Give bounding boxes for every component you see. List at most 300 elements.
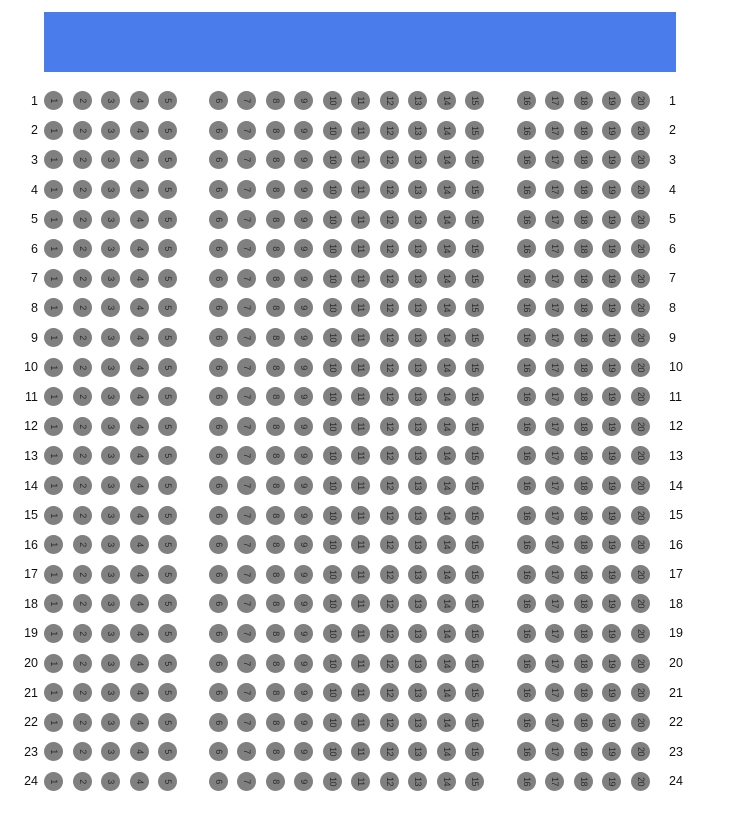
seat[interactable] (237, 150, 256, 169)
seat[interactable] (158, 358, 177, 377)
seat[interactable] (130, 565, 149, 584)
seat[interactable] (437, 298, 456, 317)
seat[interactable] (158, 683, 177, 702)
seat[interactable] (73, 654, 92, 673)
seat[interactable] (380, 654, 399, 673)
seat[interactable] (101, 180, 120, 199)
seat[interactable] (574, 328, 593, 347)
seat[interactable] (237, 239, 256, 258)
seat[interactable] (380, 446, 399, 465)
seat[interactable] (44, 150, 63, 169)
seat[interactable] (209, 239, 228, 258)
seat[interactable] (631, 417, 650, 436)
seat[interactable] (545, 654, 564, 673)
seat[interactable] (351, 446, 370, 465)
seat[interactable] (574, 772, 593, 791)
seat[interactable] (408, 269, 427, 288)
seat[interactable] (545, 358, 564, 377)
seat[interactable] (44, 476, 63, 495)
seat[interactable] (465, 594, 484, 613)
seat[interactable] (517, 772, 536, 791)
seat[interactable] (73, 565, 92, 584)
seat[interactable] (631, 772, 650, 791)
seat[interactable] (266, 417, 285, 436)
seat[interactable] (408, 150, 427, 169)
seat[interactable] (130, 417, 149, 436)
seat[interactable] (158, 713, 177, 732)
seat[interactable] (631, 683, 650, 702)
seat[interactable] (465, 417, 484, 436)
seat[interactable] (545, 713, 564, 732)
seat[interactable] (101, 446, 120, 465)
seat[interactable] (266, 565, 285, 584)
seat[interactable] (351, 180, 370, 199)
seat[interactable] (408, 594, 427, 613)
seat[interactable] (101, 535, 120, 554)
seat[interactable] (545, 387, 564, 406)
seat[interactable] (574, 565, 593, 584)
seat[interactable] (380, 239, 399, 258)
seat[interactable] (437, 121, 456, 140)
seat[interactable] (209, 594, 228, 613)
seat[interactable] (380, 210, 399, 229)
seat[interactable] (209, 713, 228, 732)
seat[interactable] (101, 713, 120, 732)
seat[interactable] (631, 180, 650, 199)
seat[interactable] (437, 535, 456, 554)
seat[interactable] (323, 121, 342, 140)
seat[interactable] (602, 446, 621, 465)
seat[interactable] (73, 328, 92, 347)
seat[interactable] (73, 387, 92, 406)
seat[interactable] (545, 683, 564, 702)
seat[interactable] (130, 506, 149, 525)
seat[interactable] (73, 446, 92, 465)
seat[interactable] (237, 624, 256, 643)
seat[interactable] (437, 476, 456, 495)
seat[interactable] (101, 210, 120, 229)
seat[interactable] (209, 180, 228, 199)
seat[interactable] (294, 387, 313, 406)
seat[interactable] (351, 91, 370, 110)
seat[interactable] (545, 624, 564, 643)
seat[interactable] (602, 298, 621, 317)
seat[interactable] (574, 239, 593, 258)
seat[interactable] (545, 150, 564, 169)
seat[interactable] (130, 742, 149, 761)
seat[interactable] (380, 358, 399, 377)
seat[interactable] (631, 210, 650, 229)
seat[interactable] (380, 328, 399, 347)
seat[interactable] (130, 594, 149, 613)
seat[interactable] (408, 446, 427, 465)
seat[interactable] (101, 506, 120, 525)
seat[interactable] (408, 713, 427, 732)
seat[interactable] (602, 624, 621, 643)
seat[interactable] (380, 180, 399, 199)
seat[interactable] (574, 298, 593, 317)
seat[interactable] (73, 476, 92, 495)
seat[interactable] (266, 772, 285, 791)
seat[interactable] (574, 121, 593, 140)
seat[interactable] (237, 417, 256, 436)
seat[interactable] (408, 742, 427, 761)
seat[interactable] (237, 535, 256, 554)
seat[interactable] (437, 683, 456, 702)
seat[interactable] (158, 535, 177, 554)
seat[interactable] (323, 772, 342, 791)
seat[interactable] (517, 269, 536, 288)
seat[interactable] (101, 624, 120, 643)
seat[interactable] (158, 150, 177, 169)
seat[interactable] (209, 328, 228, 347)
seat[interactable] (294, 772, 313, 791)
seat[interactable] (631, 150, 650, 169)
seat[interactable] (44, 417, 63, 436)
seat[interactable] (602, 742, 621, 761)
seat[interactable] (294, 417, 313, 436)
seat[interactable] (408, 417, 427, 436)
seat[interactable] (545, 535, 564, 554)
seat[interactable] (294, 358, 313, 377)
seat[interactable] (158, 772, 177, 791)
seat[interactable] (294, 121, 313, 140)
seat[interactable] (73, 713, 92, 732)
seat[interactable] (602, 180, 621, 199)
seat[interactable] (44, 269, 63, 288)
seat[interactable] (408, 476, 427, 495)
seat[interactable] (545, 180, 564, 199)
seat[interactable] (602, 91, 621, 110)
seat[interactable] (73, 535, 92, 554)
seat[interactable] (574, 742, 593, 761)
seat[interactable] (465, 476, 484, 495)
seat[interactable] (237, 298, 256, 317)
seat[interactable] (408, 772, 427, 791)
seat[interactable] (323, 387, 342, 406)
seat[interactable] (631, 269, 650, 288)
seat[interactable] (408, 683, 427, 702)
seat[interactable] (294, 180, 313, 199)
seat[interactable] (323, 180, 342, 199)
seat[interactable] (631, 239, 650, 258)
seat[interactable] (517, 210, 536, 229)
seat[interactable] (209, 683, 228, 702)
seat[interactable] (73, 417, 92, 436)
seat[interactable] (158, 565, 177, 584)
seat[interactable] (130, 210, 149, 229)
seat[interactable] (351, 683, 370, 702)
seat[interactable] (209, 476, 228, 495)
seat[interactable] (631, 535, 650, 554)
seat[interactable] (380, 594, 399, 613)
seat[interactable] (44, 624, 63, 643)
seat[interactable] (130, 387, 149, 406)
seat[interactable] (351, 417, 370, 436)
seat[interactable] (323, 594, 342, 613)
seat[interactable] (209, 210, 228, 229)
seat[interactable] (574, 210, 593, 229)
seat[interactable] (574, 358, 593, 377)
seat[interactable] (158, 269, 177, 288)
seat[interactable] (602, 239, 621, 258)
seat[interactable] (266, 476, 285, 495)
seat[interactable] (465, 772, 484, 791)
seat[interactable] (545, 269, 564, 288)
seat[interactable] (237, 387, 256, 406)
seat[interactable] (351, 269, 370, 288)
seat[interactable] (545, 446, 564, 465)
seat[interactable] (323, 417, 342, 436)
seat[interactable] (631, 298, 650, 317)
seat[interactable] (465, 506, 484, 525)
seat[interactable] (44, 239, 63, 258)
seat[interactable] (408, 239, 427, 258)
seat[interactable] (209, 358, 228, 377)
seat[interactable] (408, 535, 427, 554)
seat[interactable] (266, 121, 285, 140)
seat[interactable] (101, 239, 120, 258)
seat[interactable] (380, 506, 399, 525)
seat[interactable] (158, 91, 177, 110)
seat[interactable] (294, 506, 313, 525)
seat[interactable] (323, 535, 342, 554)
seat[interactable] (517, 506, 536, 525)
seat[interactable] (517, 387, 536, 406)
seat[interactable] (101, 328, 120, 347)
seat[interactable] (351, 535, 370, 554)
seat[interactable] (545, 476, 564, 495)
seat[interactable] (158, 506, 177, 525)
seat[interactable] (517, 446, 536, 465)
seat[interactable] (44, 446, 63, 465)
seat[interactable] (351, 121, 370, 140)
seat[interactable] (517, 565, 536, 584)
seat[interactable] (73, 506, 92, 525)
seat[interactable] (158, 121, 177, 140)
seat[interactable] (574, 180, 593, 199)
seat[interactable] (237, 772, 256, 791)
seat[interactable] (631, 713, 650, 732)
seat[interactable] (351, 624, 370, 643)
seat[interactable] (294, 594, 313, 613)
seat[interactable] (380, 476, 399, 495)
seat[interactable] (158, 180, 177, 199)
seat[interactable] (130, 654, 149, 673)
seat[interactable] (323, 269, 342, 288)
seat[interactable] (158, 417, 177, 436)
seat[interactable] (266, 180, 285, 199)
seat[interactable] (465, 269, 484, 288)
seat[interactable] (517, 358, 536, 377)
seat[interactable] (266, 624, 285, 643)
seat[interactable] (101, 742, 120, 761)
seat[interactable] (517, 594, 536, 613)
seat[interactable] (323, 624, 342, 643)
seat[interactable] (574, 387, 593, 406)
seat[interactable] (517, 476, 536, 495)
seat[interactable] (545, 594, 564, 613)
seat[interactable] (408, 565, 427, 584)
seat[interactable] (602, 210, 621, 229)
seat[interactable] (209, 150, 228, 169)
seat[interactable] (237, 269, 256, 288)
seat[interactable] (574, 713, 593, 732)
seat[interactable] (465, 150, 484, 169)
seat[interactable] (323, 210, 342, 229)
seat[interactable] (294, 328, 313, 347)
seat[interactable] (574, 624, 593, 643)
seat[interactable] (517, 91, 536, 110)
seat[interactable] (408, 654, 427, 673)
seat[interactable] (101, 417, 120, 436)
seat[interactable] (44, 210, 63, 229)
seat[interactable] (44, 683, 63, 702)
seat[interactable] (602, 417, 621, 436)
seat[interactable] (465, 210, 484, 229)
seat[interactable] (294, 535, 313, 554)
seat[interactable] (437, 624, 456, 643)
seat[interactable] (101, 387, 120, 406)
seat[interactable] (631, 91, 650, 110)
seat[interactable] (266, 506, 285, 525)
seat[interactable] (101, 683, 120, 702)
seat[interactable] (73, 150, 92, 169)
seat[interactable] (517, 150, 536, 169)
seat[interactable] (631, 742, 650, 761)
seat[interactable] (294, 742, 313, 761)
seat[interactable] (101, 298, 120, 317)
seat[interactable] (294, 624, 313, 643)
seat[interactable] (73, 91, 92, 110)
seat[interactable] (101, 91, 120, 110)
seat[interactable] (437, 713, 456, 732)
seat[interactable] (323, 742, 342, 761)
seat[interactable] (380, 713, 399, 732)
seat[interactable] (517, 417, 536, 436)
seat[interactable] (130, 328, 149, 347)
seat[interactable] (209, 269, 228, 288)
seat[interactable] (380, 150, 399, 169)
seat[interactable] (602, 535, 621, 554)
seat[interactable] (237, 654, 256, 673)
seat[interactable] (158, 654, 177, 673)
seat[interactable] (44, 713, 63, 732)
seat[interactable] (73, 269, 92, 288)
seat[interactable] (602, 506, 621, 525)
seat[interactable] (574, 683, 593, 702)
seat[interactable] (380, 683, 399, 702)
seat[interactable] (294, 150, 313, 169)
seat[interactable] (294, 239, 313, 258)
seat[interactable] (631, 328, 650, 347)
seat[interactable] (437, 446, 456, 465)
seat[interactable] (351, 506, 370, 525)
seat[interactable] (294, 91, 313, 110)
seat[interactable] (602, 269, 621, 288)
seat[interactable] (44, 387, 63, 406)
seat[interactable] (574, 446, 593, 465)
seat[interactable] (545, 298, 564, 317)
seat[interactable] (437, 387, 456, 406)
seat[interactable] (351, 210, 370, 229)
seat[interactable] (158, 742, 177, 761)
seat[interactable] (323, 683, 342, 702)
seat[interactable] (266, 91, 285, 110)
seat[interactable] (323, 565, 342, 584)
seat[interactable] (101, 476, 120, 495)
seat[interactable] (380, 91, 399, 110)
seat[interactable] (44, 91, 63, 110)
seat[interactable] (44, 358, 63, 377)
seat[interactable] (437, 772, 456, 791)
seat[interactable] (294, 713, 313, 732)
seat[interactable] (465, 446, 484, 465)
seat[interactable] (266, 535, 285, 554)
seat[interactable] (351, 298, 370, 317)
seat[interactable] (294, 446, 313, 465)
seat[interactable] (408, 121, 427, 140)
seat[interactable] (545, 210, 564, 229)
seat[interactable] (631, 121, 650, 140)
seat[interactable] (237, 91, 256, 110)
seat[interactable] (408, 298, 427, 317)
seat[interactable] (351, 328, 370, 347)
seat[interactable] (408, 624, 427, 643)
seat[interactable] (602, 150, 621, 169)
seat[interactable] (574, 654, 593, 673)
seat[interactable] (351, 387, 370, 406)
seat[interactable] (437, 565, 456, 584)
seat[interactable] (209, 772, 228, 791)
seat[interactable] (130, 358, 149, 377)
seat[interactable] (465, 239, 484, 258)
seat[interactable] (73, 180, 92, 199)
seat[interactable] (266, 269, 285, 288)
seat[interactable] (351, 239, 370, 258)
seat[interactable] (209, 654, 228, 673)
seat[interactable] (44, 565, 63, 584)
seat[interactable] (437, 328, 456, 347)
seat[interactable] (465, 654, 484, 673)
seat[interactable] (266, 446, 285, 465)
seat[interactable] (130, 772, 149, 791)
seat[interactable] (44, 121, 63, 140)
seat[interactable] (101, 565, 120, 584)
seat[interactable] (130, 150, 149, 169)
seat[interactable] (574, 476, 593, 495)
seat[interactable] (294, 210, 313, 229)
seat[interactable] (266, 150, 285, 169)
seat[interactable] (130, 180, 149, 199)
seat[interactable] (437, 594, 456, 613)
seat[interactable] (545, 239, 564, 258)
seat[interactable] (294, 565, 313, 584)
seat[interactable] (44, 535, 63, 554)
seat[interactable] (158, 594, 177, 613)
seat[interactable] (408, 506, 427, 525)
seat[interactable] (209, 742, 228, 761)
seat[interactable] (380, 121, 399, 140)
seat[interactable] (130, 91, 149, 110)
seat[interactable] (574, 269, 593, 288)
seat[interactable] (237, 742, 256, 761)
seat[interactable] (602, 594, 621, 613)
seat[interactable] (130, 446, 149, 465)
seat[interactable] (323, 298, 342, 317)
seat[interactable] (237, 713, 256, 732)
seat[interactable] (408, 210, 427, 229)
